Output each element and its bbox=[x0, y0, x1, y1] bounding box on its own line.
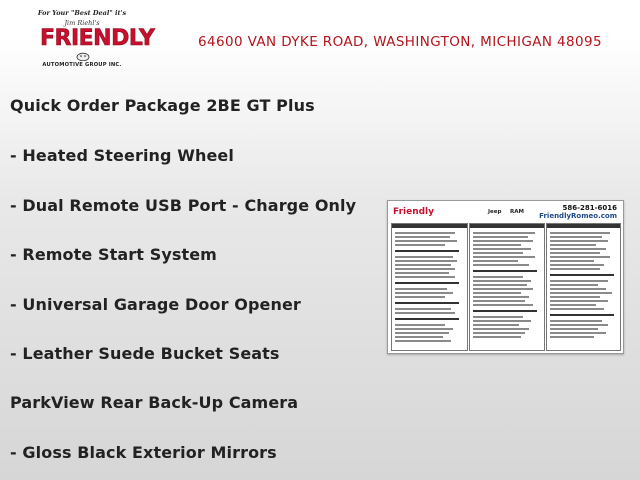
logo-owner: Jim Riehl's bbox=[64, 19, 100, 27]
sticker-phone: 586-281-6016 bbox=[562, 204, 617, 212]
feature-item: - Remote Start System bbox=[10, 245, 217, 264]
sticker-column-features bbox=[469, 223, 545, 351]
logo-tagline: For Your "Best Deal" it's bbox=[37, 9, 127, 17]
sticker-column-equipment bbox=[546, 223, 621, 351]
window-sticker-image bbox=[387, 200, 624, 354]
dealer-logo bbox=[32, 8, 155, 72]
sticker-brand: Friendly bbox=[393, 207, 435, 217]
sticker-brand-mark: Jeep bbox=[488, 209, 502, 215]
sticker-column-pricing bbox=[391, 223, 468, 351]
logo-brand: FRIENDLY bbox=[40, 26, 155, 51]
bulldog-icon bbox=[76, 52, 90, 61]
feature-item: ParkView Rear Back-Up Camera bbox=[10, 393, 299, 412]
feature-item: - Universal Garage Door Opener bbox=[10, 295, 301, 314]
feature-item: - Heated Steering Wheel bbox=[10, 146, 234, 165]
sticker-brand-mark: RAM bbox=[510, 209, 524, 215]
feature-item: Quick Order Package 2BE GT Plus bbox=[10, 96, 315, 115]
feature-item: - Leather Suede Bucket Seats bbox=[10, 344, 280, 363]
dealer-address: 64600 VAN DYKE ROAD, WASHINGTON, MICHIGAN 48095 bbox=[198, 34, 602, 50]
logo-group: AUTOMOTIVE GROUP INC. bbox=[42, 62, 122, 68]
feature-item: - Dual Remote USB Port - Charge Only bbox=[10, 196, 357, 215]
feature-item: - Gloss Black Exterior Mirrors bbox=[10, 443, 277, 462]
sticker-website: FriendlyRomeo.com bbox=[539, 212, 617, 220]
